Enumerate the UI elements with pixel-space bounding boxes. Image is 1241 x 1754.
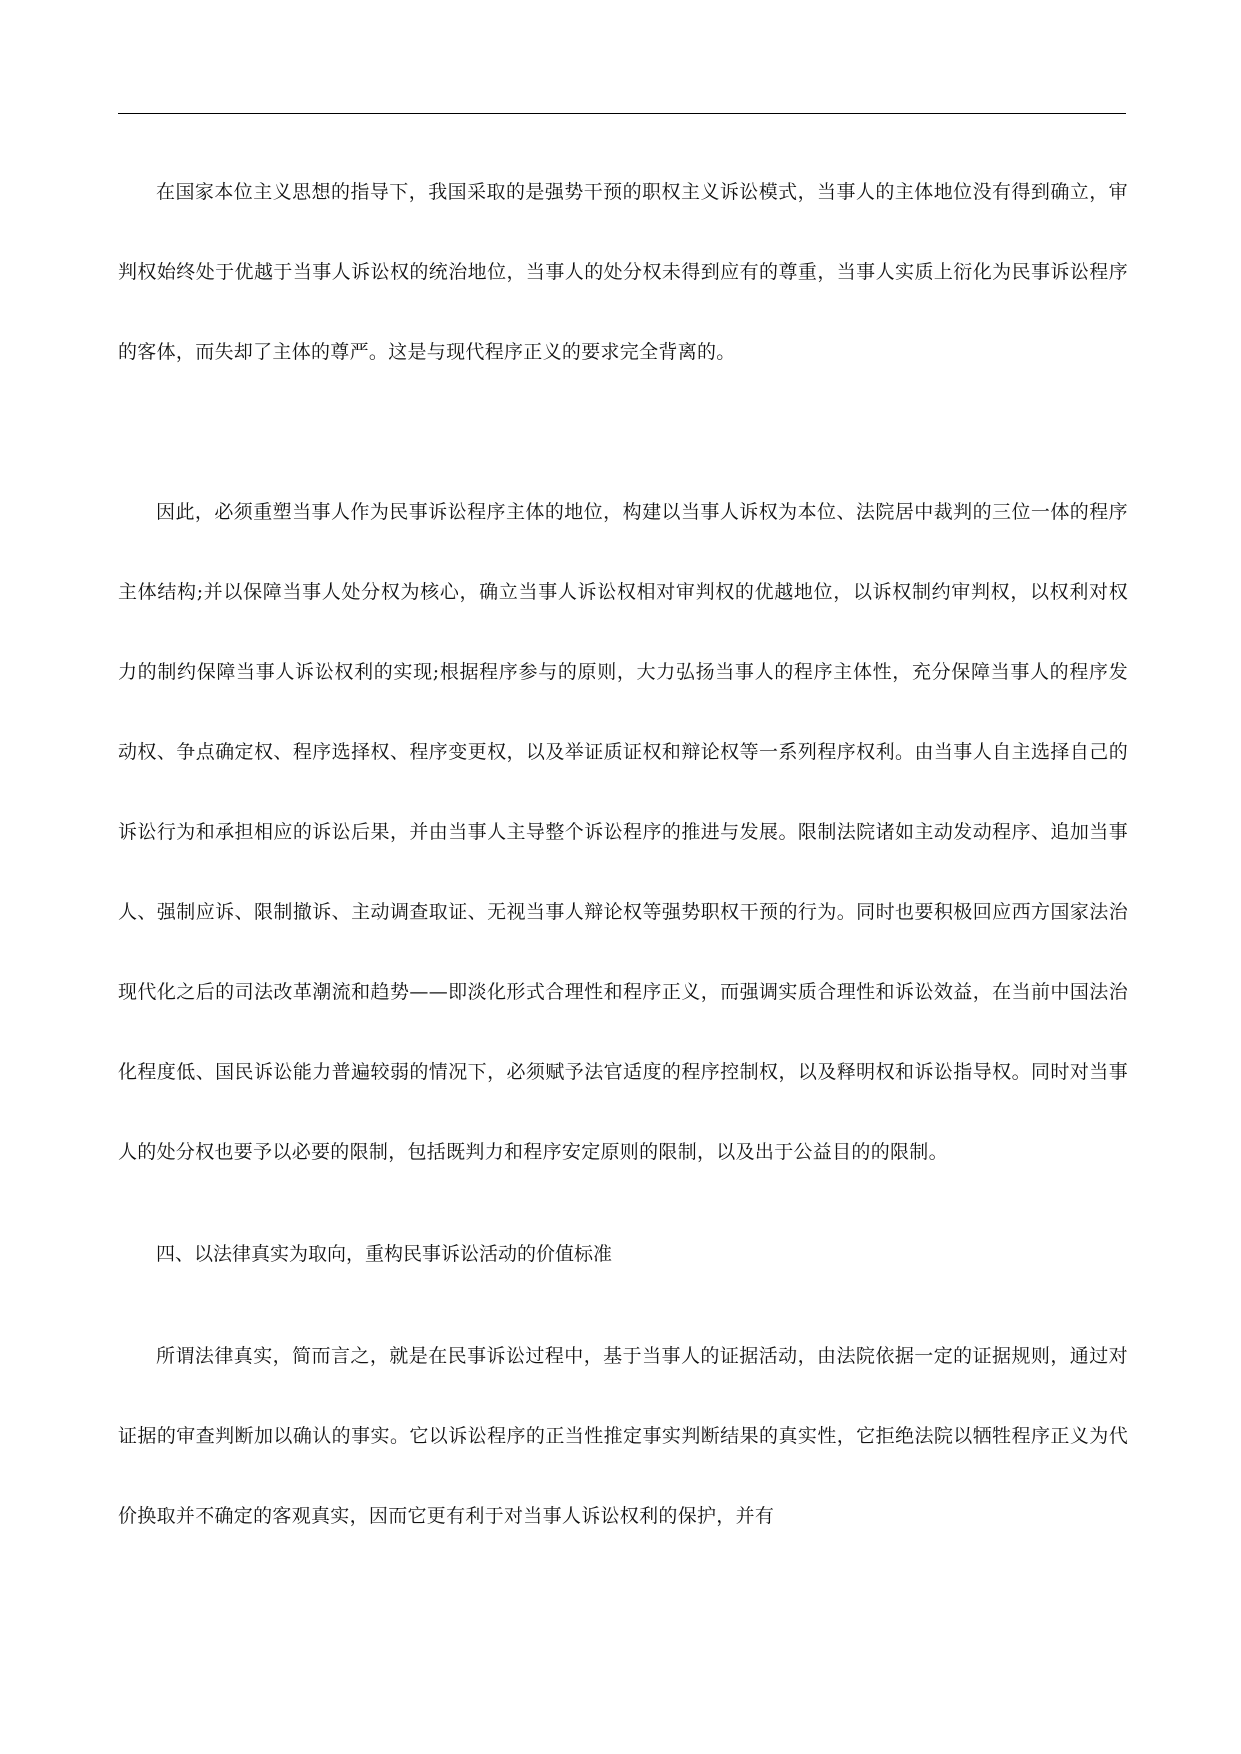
paragraph-1: 在国家本位主义思想的指导下，我国采取的是强势干预的职权主义诉讼模式，当事人的主体地位没有得到确立，审判权始终处于优越于当事人诉讼权的统治地位，当事人的处分权未得到应有的尊重，当事人实质上衍化为民事诉讼程序的客体，而失却了主体的尊严。这是与现代程序正义的要求完全背离的。 [118, 181, 1128, 363]
paragraph-gap [118, 392, 1128, 472]
paragraph-gap [118, 1192, 1128, 1234]
header-rule [118, 113, 1126, 114]
section-heading: 四、以法律真实为取向，重构民事诉讼活动的价值标准 [156, 1243, 613, 1265]
paragraph-3: 所谓法律真实，简而言之，就是在民事诉讼过程中，基于当事人的证据活动，由法院依据一定的证据规则，通过对证据的审查判断加以确认的事实。它以诉讼程序的正当性推定事实判断结果的真实性，它拒绝法院以牺牲程序正义为代价换取并不确定的客观真实，因而它更有利于对当事人诉讼权利的保护，并有 [118, 1345, 1128, 1527]
document-body [118, 152, 1128, 1556]
paragraph-2: 因此，必须重塑当事人作为民事诉讼程序主体的地位，构建以当事人诉权为本位、法院居中裁判的三位一体的程序主体结构;并以保障当事人处分权为核心，确立当事人诉讼权相对审判权的优越地位，以诉权制约审判权，以权利对权力的制约保障当事人诉讼权利的实现;根据程序参与的原则，大力弘扬当事人的程序主体性，充分保障当事人的程序发动权、争点确定权、程序选择权、程序变更权，以及举证质证权和辩论权等一系列程序权利。由当事人自主选择自己的诉讼行为和承担相应的诉讼后果，并由当事人主导整个诉讼程序的推进与发展。限制法院诸如主动发动程序、追加当事人、强制应诉、限制撤诉、主动调查取证、无视当事人辩论权等强势职权干预的行为。同时也要积极回应西方国家法治现代化之后的司法改革潮流和趋势——即淡化形式合理性和程序正义，而强调实质合理性和诉讼效益，在当前中国法治化程度低、国民诉讼能力普遍较弱的情况下，必须赋予法官适度的程序控制权，以及释明权和诉讼指导权。同时对当事人的处分权也要予以必要的限制，包括既判力和程序安定原则的限制，以及出于公益目的的限制。 [118, 501, 1128, 1163]
paragraph-gap [118, 1274, 1128, 1316]
